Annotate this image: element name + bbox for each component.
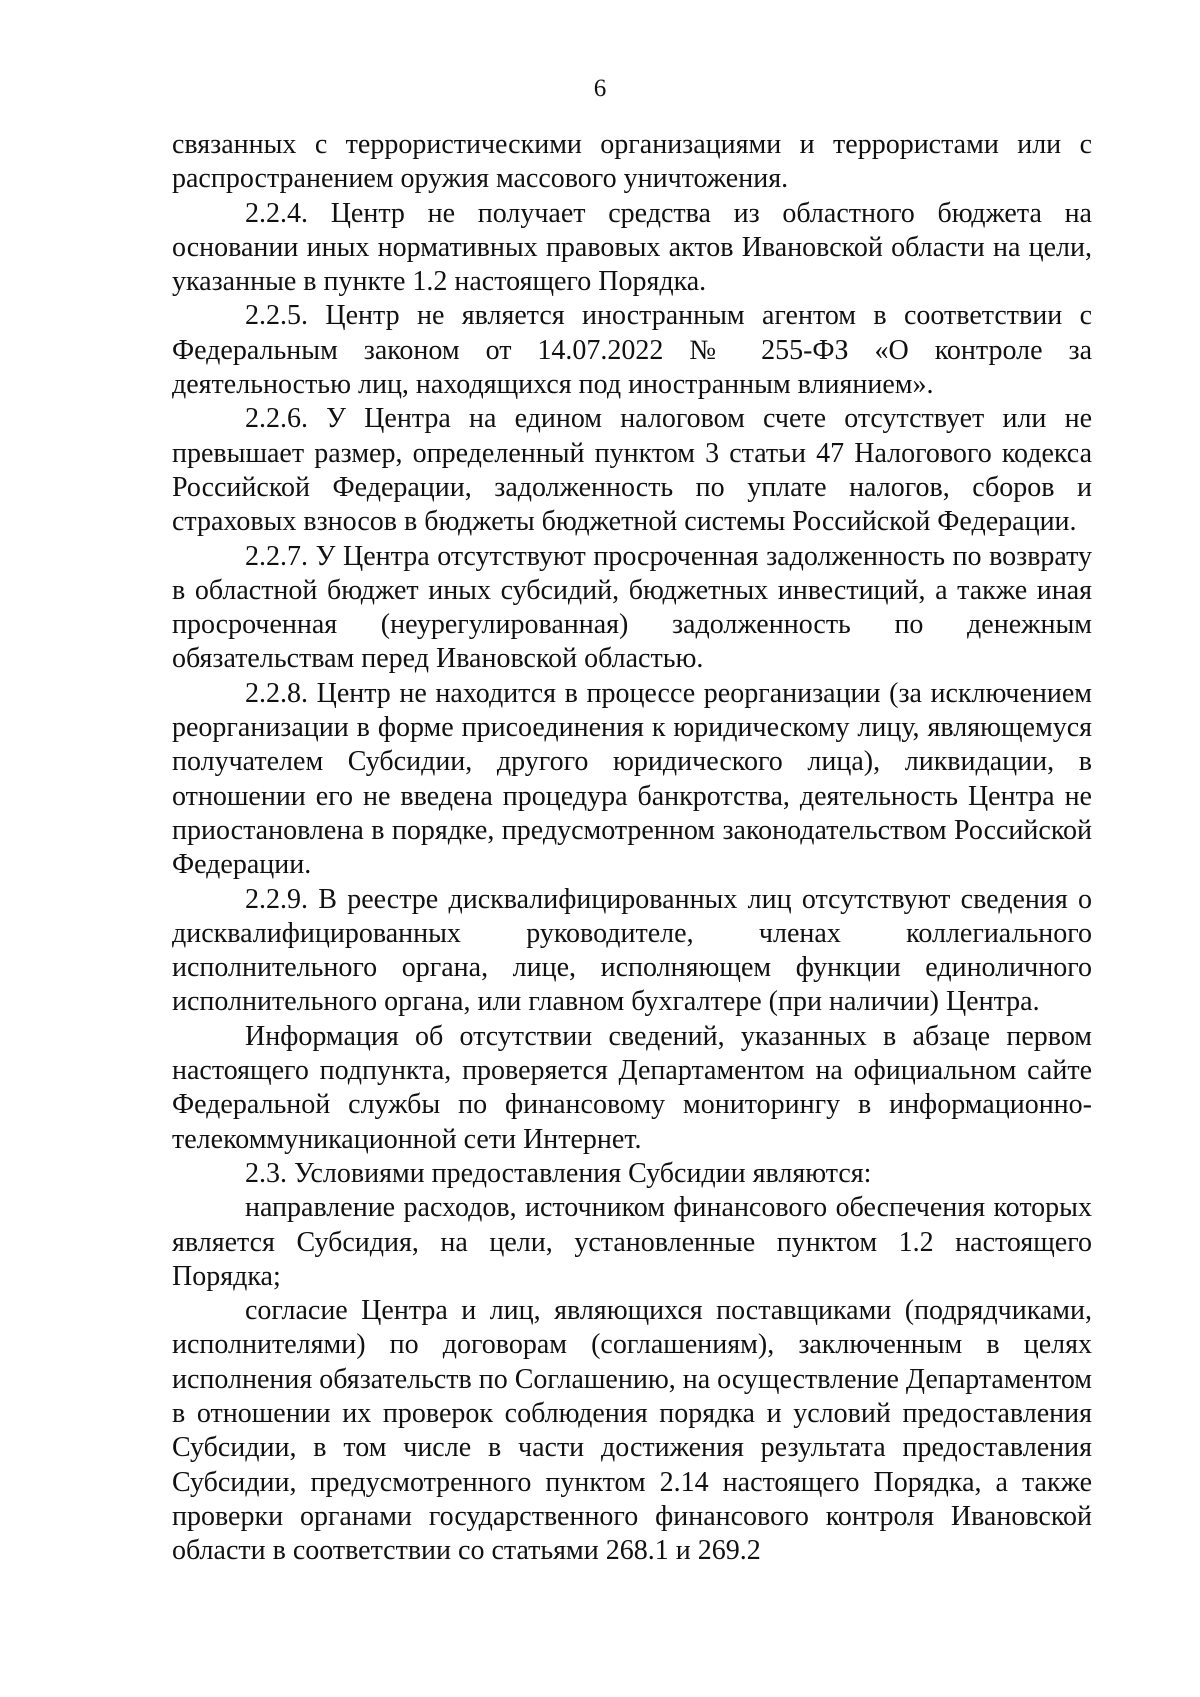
paragraph-condition-consent: согласие Центра и лиц, являющихся поставщиками (подрядчиками, исполнителями) по договорам (соглашениям), заключенным в целях исполнения обязательств по Соглашению, на осуществление Департаментом в отношении их проверок соблюдения порядка и условий предоставления Субсидии, в том числе в части достижения результата предоставления Субсидии, предусмотренного пунктом 2.14 настоящего Порядка, а также проверки органами государственного финансового контроля Ивановской области в соответствии со статьями 268.1 и 269.2 [172, 1295, 1093, 1567]
paragraph-2-2-8: 2.2.8. Центр не находится в процессе реорганизации (за исключением реорганизации в форме присоединения к юридическому лицу, являющемуся получателем Субсидии, другого юридического лица), ликвидации, в отношении его не введена процедура банкротства, деятельность Центра не приостановлена в порядке, предусмотренном законодательством Российской Федерации. [172, 677, 1092, 881]
paragraph-2-2-7: 2.2.7. У Центра отсутствуют просроченная задолженность по возврату в областной бюджет иных субсидий, бюджетных инвестиций, а также иная просроченная (неурегулированная) задолженность по денежным обязательствам перед Ивановской областью. [172, 540, 1092, 675]
paragraph-2-3: 2.3. Условиями предоставления Субсидии являются: [245, 1157, 872, 1189]
paragraph-condition-expenses: направление расходов, источником финансового обеспечения которых является Субсидия, на цели, установленные пунктом 1.2 настоящего Порядка; [172, 1192, 1092, 1292]
paragraph-info: Информация об отсутствии сведений, указанных в абзаце первом настоящего подпункта, проверяется Департаментом на официальном сайте Федеральной службы по финансовому мониторингу в информационно-телекоммуникационной сети Интернет. [172, 1020, 1092, 1155]
paragraph-2-2-6: 2.2.6. У Центра на едином налоговом счете отсутствует или не превышает размер, определенный пунктом 3 статьи 47 Налогового кодекса Российской Федерации, задолженность по уплате налогов, сборов и страховых взносов в бюджеты бюджетной системы Российской Федерации. [172, 403, 1092, 538]
paragraph-continuation: связанных с террористическими организациями и террористами или с распространением оружия массового уничтожения. [172, 129, 1092, 195]
document-body [172, 128, 1092, 1568]
page-number: 6 [593, 75, 607, 102]
paragraph-2-2-9: 2.2.9. В реестре дисквалифицированных лиц отсутствуют сведения о дисквалифицированных руководителе, членах коллегиального исполнительного органа, лице, исполняющем функции единоличного исполнительного органа, или главном бухгалтере (при наличии) Центра. [172, 883, 1092, 1018]
paragraph-2-2-5: 2.2.5. Центр не является иностранным агентом в соответствии с Федеральным законом от 14.07.2022 № 255-ФЗ «О контроле за деятельностью лиц, находящихся под иностранным влиянием». [172, 300, 1092, 401]
paragraph-2-2-4: 2.2.4. Центр не получает средства из областного бюджета на основании иных нормативных правовых актов Ивановской области на цели, указанные в пункте 1.2 настоящего Порядка. [172, 197, 1092, 298]
